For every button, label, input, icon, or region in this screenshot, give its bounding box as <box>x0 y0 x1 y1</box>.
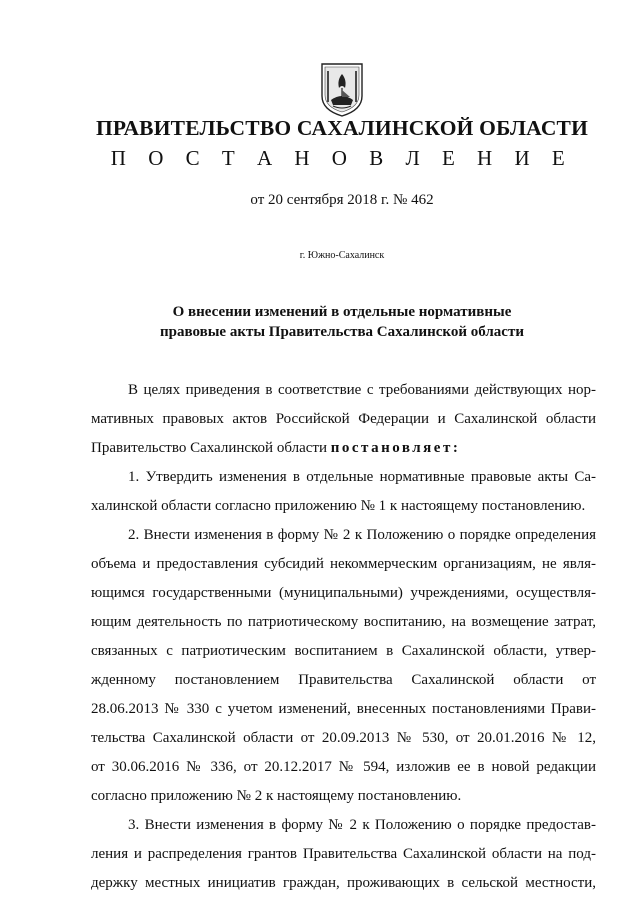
document-city: г. Южно-Сахалинск <box>299 250 385 261</box>
document-subject <box>22 302 640 342</box>
body-line: ющимся государственными (муниципальными) учреждениями, осуществля- <box>91 585 596 601</box>
body-line: от 30.06.2016 № 336, от 20.12.2017 № 594, изложив ее в новой редакции <box>91 759 596 775</box>
document-body <box>91 376 596 898</box>
organization-title: ПРАВИТЕЛЬСТВО САХАЛИНСКОЙ ОБЛАСТИ <box>95 116 589 140</box>
body-line: связанных с патриотическим воспитанием в Сахалинской области, утвер- <box>91 643 596 659</box>
body-line: мативных правовых актов Российской Федерации и Сахалинской области <box>91 411 596 427</box>
document-date-number: от 20 сентября 2018 г. № 462 <box>250 192 434 208</box>
subject-line: О внесении изменений в отдельные нормативные <box>172 304 512 320</box>
body-line: В целях приведения в соответствие с требованиями действующих нор- <box>128 382 596 398</box>
resolves-keyword: постановляет: <box>330 440 461 456</box>
body-line: объема и предоставления субсидий некоммерческим организациям, не явля- <box>91 556 596 572</box>
body-line <box>91 434 596 463</box>
subject-line: правовые акты Правительства Сахалинской области <box>160 324 524 340</box>
body-line: жденному постановлением Правительства Сахалинской области от <box>91 672 596 688</box>
coat-of-arms-emblem <box>319 62 365 118</box>
body-line: 2. Внести изменения в форму № 2 к Положению о порядке определения <box>128 527 596 543</box>
body-line: халинской области согласно приложению № 1 к настоящему постановлению. <box>91 498 586 514</box>
body-line: 28.06.2013 № 330 с учетом изменений, внесенных постановлениями Прави- <box>91 701 596 717</box>
body-line: 1. Утвердить изменения в отдельные нормативные правовые акты Са- <box>128 469 596 485</box>
body-line: 3. Внести изменения в форму № 2 к Положению о порядке предостав- <box>128 817 596 833</box>
body-line: держку местных инициатив граждан, проживающих в сельской местности, <box>91 875 596 891</box>
body-line: ления и распределения грантов Правительства Сахалинской области на под- <box>91 846 596 862</box>
body-line: согласно приложению № 2 к настоящему постановлению. <box>91 788 462 804</box>
body-line: тельства Сахалинской области от 20.09.2013 № 530, от 20.01.2016 № 12, <box>91 730 596 746</box>
body-text: Правительство Сахалинской области <box>91 440 331 456</box>
body-line: ющим деятельность по патриотическому воспитанию, на возмещение затрат, <box>91 614 596 630</box>
document-type: П О С Т А Н О В Л Е Н И Е <box>110 146 574 170</box>
